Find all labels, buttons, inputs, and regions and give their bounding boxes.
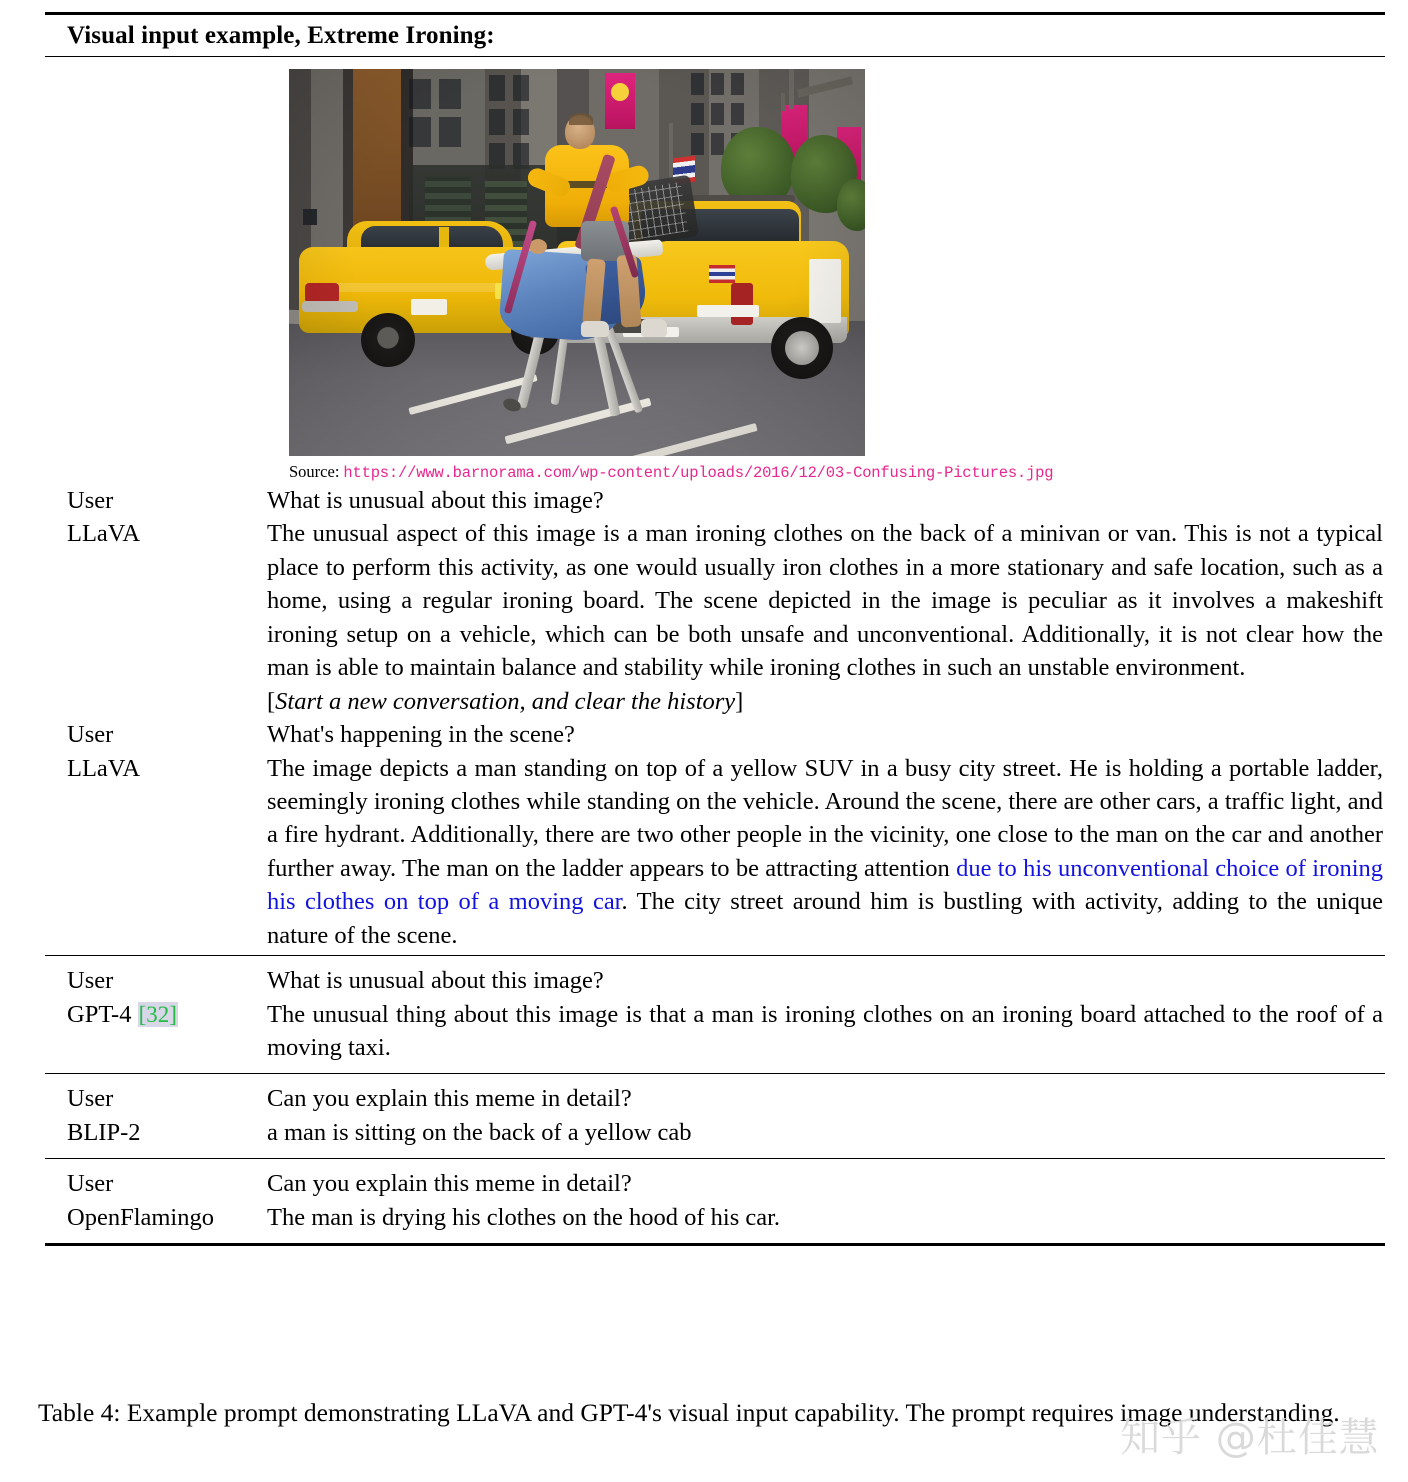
instruction-italic: Start a new conversation, and clear the history [275,687,736,715]
dialogue-row [45,964,1385,997]
dialogue-section-blip2 [45,1074,1385,1158]
utterance-text: What's happening in the scene? [267,721,575,749]
utterance-text: What is unusual about this image? [267,967,604,995]
dialogue-row [45,1116,1385,1149]
utterance-text: The unusual thing about this image is that a man is ironing clothes on an ironing board attached to the roof of a moving taxi. [267,1000,1383,1061]
dialogue-section-openflamingo [45,1159,1385,1243]
table-caption: Table 4: Example prompt demonstrating LLaVA and GPT-4's visual input capability. The prompt requires image understanding. [38,1398,1340,1427]
speaker-label: LLaVA [67,520,141,548]
dialogue-row [45,752,1385,953]
photo-wrapper [289,69,865,456]
dialogue-row [45,998,1385,1065]
photo-vignette [289,69,865,456]
speaker-label-gpt4 [45,998,267,1031]
utterance-text: Can you explain this meme in detail? [267,1085,632,1113]
speaker-name: GPT-4 [67,1000,132,1028]
utterance-text: The man is drying his clothes on the hood of his car. [267,1203,781,1231]
dialogue-row [45,1167,1385,1200]
table-title: Visual input example, Extreme Ironing: [67,22,495,49]
utterance-text: The unusual aspect of this image is a man ironing clothes on the back of a minivan or van. This is not a typical place to perform this activity, as one would usually iron clothes in a more stationary and safe location, such as a home, using a regular ironing board. The scene depicted in the image is peculiar as it involves a makeshift ironing setup on a vehicle, which can be both unsafe and unconventional. Additionally, it is not clear how the man is able to maintain balance and stability while ironing clothes in such an unstable environment. [267,520,1383,682]
dialogue-row [45,1082,1385,1115]
utterance-part-plain: The image depicts a man standing on top of a yellow SUV in a busy city street. He is holding a portable ladder, seemingly ironing clothes while standing on the vehicle. Around the scene, there are other cars, a traffic light, and a fire hydrant. Additionally, there are two other people in the vicinity, one close to the man on the car and another further away. The man on the ladder appears to be attracting attention [267,754,1383,882]
speaker-label: User [67,1170,114,1198]
utterance-part-highlighted: due to his unconventional choice of ironing his clothes on top of a moving car [267,854,1383,916]
bracket-open: [ [267,687,276,715]
bracket-close: ] [735,687,744,715]
zhihu-watermark: 知乎 @杜佳慧 [1120,1415,1380,1461]
example-table [45,12,1385,1246]
table-bottom-rule [45,1243,1385,1246]
speaker-label: User [67,1085,114,1113]
figure-block [45,57,1385,482]
source-label: Source: [289,462,340,481]
utterance-text: Can you explain this meme in detail? [267,1170,632,1198]
dialogue-row [45,484,1385,517]
utterance-text: a man is sitting on the back of a yellow cab [267,1118,692,1146]
utterance-text: What is unusual about this image? [267,487,604,514]
speaker-label: User [67,967,114,995]
dialogue-row [45,1201,1385,1234]
speaker-label: OpenFlamingo [67,1203,214,1231]
dialogue-section-gpt4 [45,956,1385,1073]
speaker-label: LLaVA [67,754,141,782]
source-url[interactable]: https://www.barnorama.com/wp-content/uploads/2016/12/03-Confusing-Pictures.jpg [343,464,1054,482]
dialogue-section-llava [45,482,1385,955]
citation-reference[interactable]: [32] [138,1001,177,1027]
instruction-text [267,685,1385,718]
dialogue-row [45,718,1385,751]
dialogue-row-instruction [45,685,1385,718]
speaker-label: User [67,487,114,514]
speaker-label: BLIP-2 [67,1118,141,1146]
speaker-label: User [67,721,114,749]
utterance-text [267,752,1385,953]
extreme-ironing-photo [289,69,865,456]
utterance-part-tail: . The city street around him is bustling with activity, adding to the unique nature of the scene. [267,888,1383,949]
image-source-line [289,462,1385,482]
dialogue-row [45,517,1385,684]
